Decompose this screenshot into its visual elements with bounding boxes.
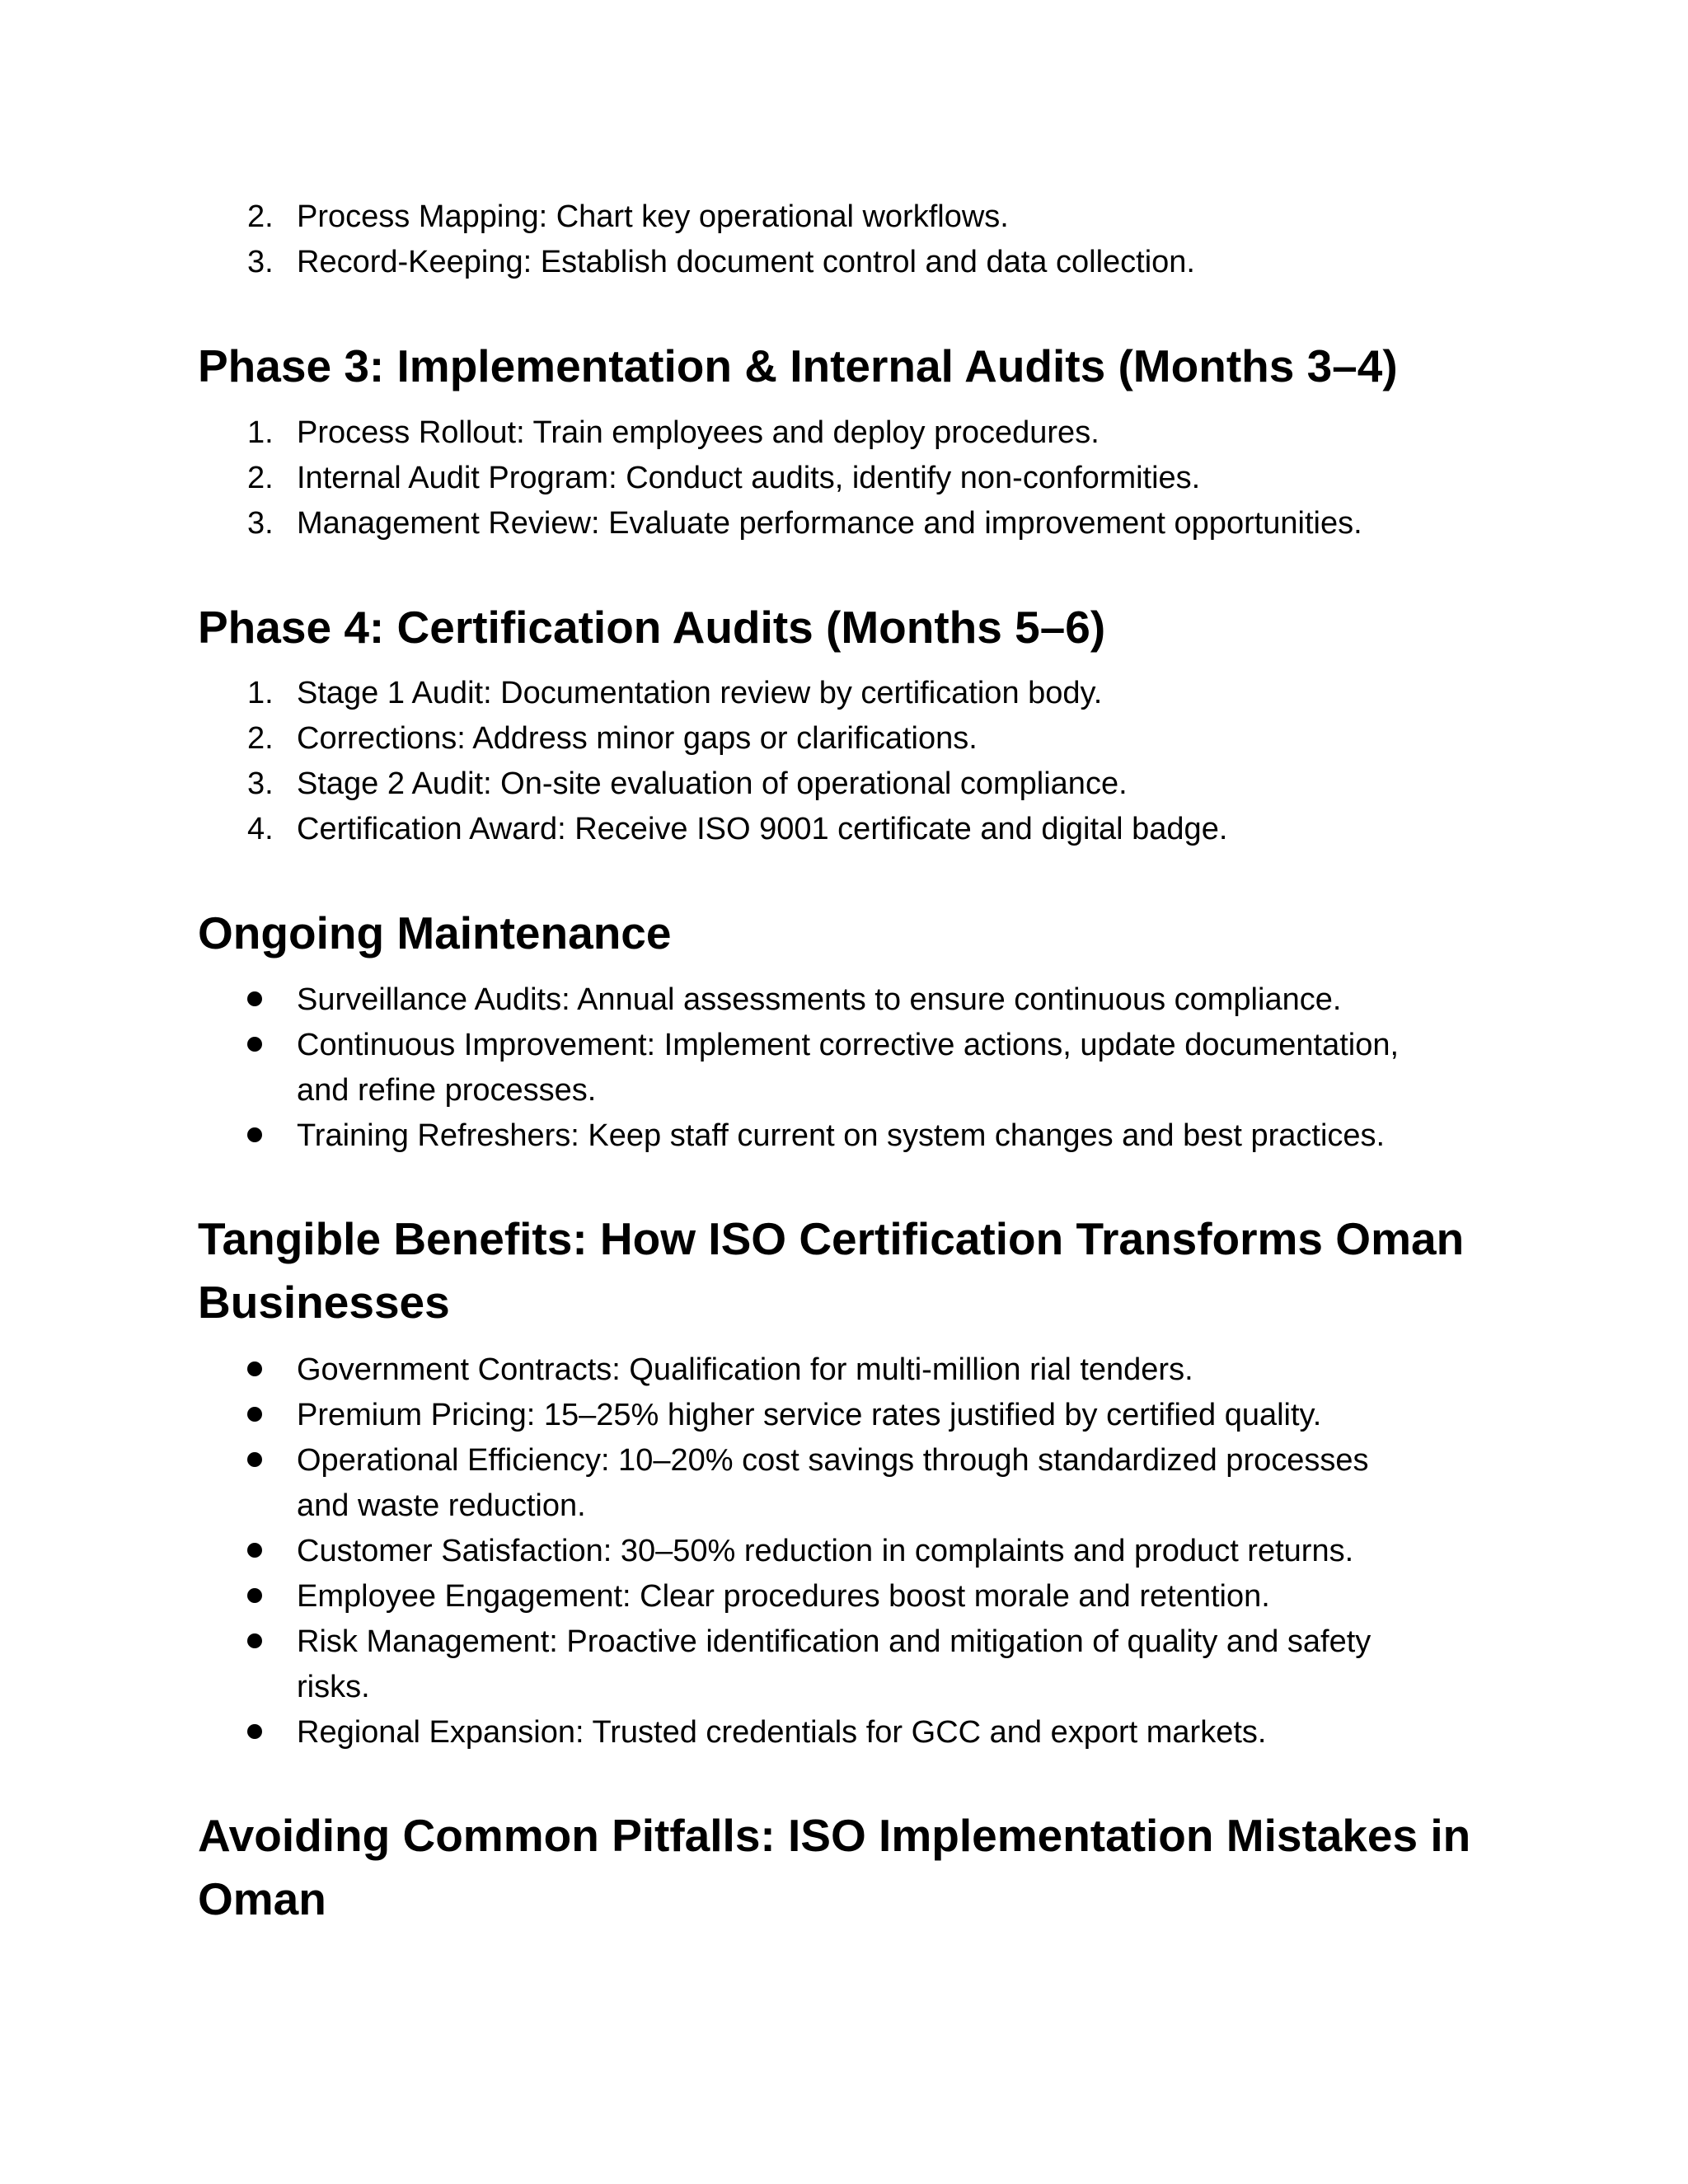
list-item-text: Process Rollout: Train employees and deploy procedures. bbox=[297, 415, 1100, 450]
list-item-text: Internal Audit Program: Conduct audits, identify non-conformities. bbox=[297, 461, 1201, 495]
list-number: 2. bbox=[247, 199, 274, 234]
list-item bbox=[0, 1392, 1688, 1438]
list-item bbox=[0, 1022, 1688, 1068]
list-item-continuation bbox=[0, 1483, 1688, 1529]
section-heading-maintenance: Ongoing Maintenance bbox=[198, 907, 672, 958]
list-item-text: Regional Expansion: Trusted credentials for GCC and export markets. bbox=[297, 1715, 1267, 1750]
list-item-text: Management Review: Evaluate performance and improvement opportunities. bbox=[297, 506, 1362, 541]
bullet-icon bbox=[247, 991, 262, 1006]
list-number: 3. bbox=[247, 245, 274, 279]
bullet-icon bbox=[247, 1127, 262, 1142]
list-item-text: Continuous Improvement: Implement corrective actions, update documentation, bbox=[297, 1028, 1400, 1062]
list-item bbox=[0, 1113, 1688, 1159]
list-item-text: Government Contracts: Qualification for multi-million rial tenders. bbox=[297, 1352, 1193, 1387]
list-number: 3. bbox=[247, 506, 274, 541]
list-item-continuation bbox=[0, 1067, 1688, 1113]
list-item bbox=[0, 806, 1688, 852]
list-number: 4. bbox=[247, 812, 274, 846]
list-number: 2. bbox=[247, 721, 274, 756]
list-item-text: and refine processes. bbox=[297, 1073, 597, 1108]
list-item-text: Customer Satisfaction: 30–50% reduction in complaints and product returns. bbox=[297, 1534, 1354, 1568]
bullet-icon bbox=[247, 1633, 262, 1648]
list-item bbox=[0, 670, 1688, 716]
bullet-icon bbox=[247, 1407, 262, 1422]
list-item bbox=[0, 239, 1688, 285]
list-item bbox=[0, 761, 1688, 807]
section-heading-phase-3: Phase 3: Implementation & Internal Audits (Months 3–4) bbox=[198, 340, 1398, 391]
list-item-text: Premium Pricing: 15–25% higher service rates justified by certified quality. bbox=[297, 1398, 1322, 1432]
list-item-text: Surveillance Audits: Annual assessments to ensure continuous compliance. bbox=[297, 982, 1342, 1017]
section-heading-benefits-cont: Businesses bbox=[198, 1277, 450, 1328]
list-item-text: Stage 1 Audit: Documentation review by certification body. bbox=[297, 676, 1103, 710]
list-number: 2. bbox=[247, 461, 274, 495]
section-heading-pitfalls: Avoiding Common Pitfalls: ISO Implementation Mistakes in bbox=[198, 1810, 1471, 1861]
bullet-icon bbox=[247, 1543, 262, 1558]
list-item bbox=[0, 1573, 1688, 1619]
bullet-icon bbox=[247, 1588, 262, 1603]
list-item bbox=[0, 410, 1688, 456]
list-item-continuation bbox=[0, 1664, 1688, 1710]
list-item bbox=[0, 194, 1688, 240]
bullet-icon bbox=[247, 1452, 262, 1467]
list-item-text: Training Refreshers: Keep staff current on system changes and best practices. bbox=[297, 1118, 1386, 1153]
bullet-icon bbox=[247, 1037, 262, 1052]
list-item-text: risks. bbox=[297, 1670, 370, 1704]
list-number: 1. bbox=[247, 415, 274, 450]
list-item bbox=[0, 455, 1688, 501]
list-item-text: Risk Management: Proactive identification and mitigation of quality and safety bbox=[297, 1624, 1372, 1659]
list-item bbox=[0, 715, 1688, 762]
list-item-text: and waste reduction. bbox=[297, 1488, 586, 1523]
list-item bbox=[0, 977, 1688, 1023]
list-item bbox=[0, 500, 1688, 546]
bullet-icon bbox=[247, 1361, 262, 1376]
list-item bbox=[0, 1619, 1688, 1665]
section-heading-phase-4: Phase 4: Certification Audits (Months 5–6) bbox=[198, 602, 1106, 653]
list-number: 3. bbox=[247, 766, 274, 801]
list-item-text: Certification Award: Receive ISO 9001 certificate and digital badge. bbox=[297, 812, 1228, 846]
list-item-text: Employee Engagement: Clear procedures boost morale and retention. bbox=[297, 1579, 1270, 1614]
list-item-text: Operational Efficiency: 10–20% cost savings through standardized processes bbox=[297, 1443, 1369, 1478]
list-item-text: Stage 2 Audit: On-site evaluation of operational compliance. bbox=[297, 766, 1128, 801]
list-item-text: Process Mapping: Chart key operational workflows. bbox=[297, 199, 1009, 234]
list-item bbox=[0, 1528, 1688, 1574]
section-heading-pitfalls-cont: Oman bbox=[198, 1873, 326, 1924]
list-item bbox=[0, 1709, 1688, 1755]
bullet-icon bbox=[247, 1724, 262, 1739]
list-item bbox=[0, 1437, 1688, 1483]
list-item-text: Record-Keeping: Establish document control and data collection. bbox=[297, 245, 1195, 279]
list-item-text: Corrections: Address minor gaps or clarifications. bbox=[297, 721, 978, 756]
list-number: 1. bbox=[247, 676, 274, 710]
section-heading-benefits: Tangible Benefits: How ISO Certification Transforms Oman bbox=[198, 1213, 1465, 1264]
list-item bbox=[0, 1347, 1688, 1393]
